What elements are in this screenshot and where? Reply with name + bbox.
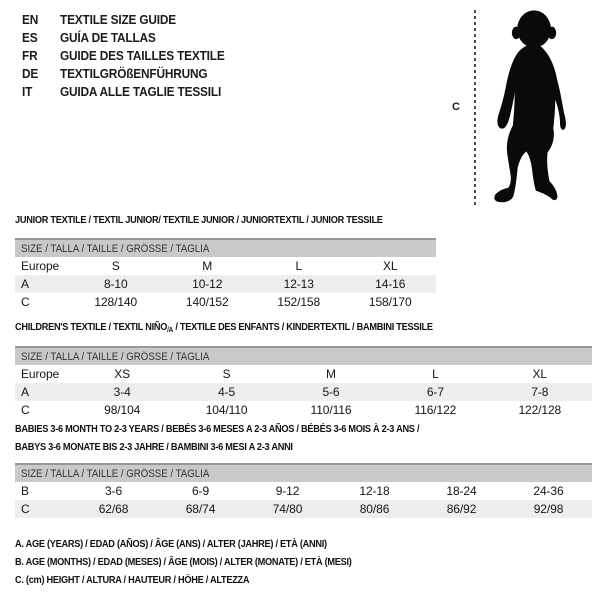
cell: 68/74 (157, 500, 244, 518)
cell: 80/86 (331, 500, 418, 518)
cell: 5-6 (279, 383, 383, 401)
size-header-text: SIZE / TALLA / TAILLE / GRÖSSE / TAGLIA (21, 467, 210, 480)
lang-text: GUIDE DES TAILLES TEXTILE (60, 49, 225, 63)
row-label: C (21, 295, 30, 309)
cell: 24-36 (533, 484, 564, 498)
cell: L (432, 367, 439, 381)
cell: XL (383, 259, 398, 273)
cell: XS (114, 367, 131, 381)
cell: 110/116 (310, 403, 352, 417)
lang-row-es (22, 29, 225, 47)
cell: M (202, 259, 213, 273)
children-title-pre: CHILDREN'S TEXTILE / TEXTIL NIÑO (15, 322, 168, 333)
babies-section-title-line2: BABYS 3-6 MONATE BIS 2-3 JAHRE / BAMBINI 3-6 MESI A 2-3 ANNI (15, 442, 293, 453)
row-label: Europe (21, 367, 60, 381)
legend (15, 536, 381, 590)
cell: 18-24 (446, 484, 477, 498)
table-row-height (15, 500, 592, 518)
cell: S (222, 367, 231, 381)
cell: 6-9 (191, 484, 210, 498)
row-label: A (15, 383, 70, 401)
row-label: A (15, 275, 70, 293)
children-size-table (15, 346, 592, 419)
junior-size-table (15, 238, 436, 311)
table-row-height (15, 401, 592, 419)
size-header-text: SIZE / TALLA / TAILLE / GRÖSSE / TAGLIA (21, 242, 210, 255)
size-header-text: SIZE / TALLA / TAILLE / GRÖSSE / TAGLIA (21, 350, 210, 363)
children-title-sub: /A (167, 327, 174, 334)
babies-section-title-line1: BABIES 3-6 MONTH TO 2-3 YEARS / BEBÉS 3-6 MESES A 2-3 AÑOS / BÉBÉS 3-6 MOIS À 2-3 ANS / (15, 424, 420, 435)
cell: 152/158 (277, 295, 321, 309)
lang-row-en (22, 11, 225, 29)
lang-text: TEXTILGRÖßENFÜHRUNG (60, 67, 208, 81)
cell: M (326, 367, 336, 381)
table-row-europe (15, 257, 436, 275)
cell: L (295, 259, 303, 273)
cell: 8-10 (70, 275, 162, 293)
legend-line-c: C. (cm) HEIGHT / ALTURA / HAUTEUR / HÖHE / ALTEZZA (15, 575, 250, 586)
cell: 3-4 (70, 383, 174, 401)
size-header-bar (15, 464, 592, 482)
cell: 122/128 (518, 403, 562, 417)
lang-code: IT (22, 85, 33, 99)
lang-row-fr (22, 47, 225, 65)
cell: S (111, 259, 120, 273)
cell: 86/92 (418, 500, 505, 518)
lang-code: FR (22, 49, 38, 63)
size-header-bar (15, 347, 592, 365)
cell: 62/68 (70, 500, 157, 518)
lang-row-it (22, 83, 225, 101)
lang-text: TEXTILE SIZE GUIDE (60, 13, 177, 27)
language-header (22, 11, 235, 101)
cell: XL (532, 367, 548, 381)
cell: 14-16 (345, 275, 437, 293)
legend-line-b: B. AGE (MONTHS) / EDAD (MESES) / ÂGE (MOIS) / ALTER (MONATE) / ETÀ (MESI) (15, 557, 352, 568)
cell: 116/122 (414, 403, 457, 417)
size-header-bar (15, 239, 436, 257)
junior-section-title: JUNIOR TEXTILE / TEXTIL JUNIOR/ TEXTILE JUNIOR / JUNIORTEXTIL / JUNIOR TESSILE (15, 215, 383, 226)
children-title-post: / TEXTILE DES ENFANTS / KINDERTEXTIL / BAMBINI TESSILE (173, 322, 433, 333)
legend-line-a: A. AGE (YEARS) / EDAD (AÑOS) / ÂGE (ANS) / ALTER (JAHRE) / ETÀ (ANNI) (15, 539, 327, 550)
cell: 92/98 (505, 500, 592, 518)
row-label: C (21, 403, 30, 417)
cell: 74/80 (244, 500, 331, 518)
table-row-age (15, 275, 436, 293)
cell: 12-18 (359, 484, 390, 498)
table-row-height (15, 293, 436, 311)
height-measure-dashed-line (474, 10, 476, 208)
cell: 9-12 (275, 484, 300, 498)
cell: 7-8 (488, 383, 592, 401)
cell: 12-13 (253, 275, 345, 293)
cell: 98/104 (104, 403, 141, 417)
babies-size-table (15, 463, 592, 518)
cell: 10-12 (162, 275, 254, 293)
cell: 3-6 (104, 484, 123, 498)
lang-code: EN (22, 13, 39, 27)
toddler-silhouette-figure (482, 7, 588, 208)
lang-text: GUIDA ALLE TAGLIE TESSILI (60, 85, 222, 99)
cell: 4-5 (174, 383, 278, 401)
row-label: B (21, 484, 29, 498)
table-row-europe (15, 365, 592, 383)
lang-code: DE (22, 67, 39, 81)
cell: 6-7 (383, 383, 487, 401)
height-label: C (452, 101, 460, 113)
cell: 140/152 (185, 295, 229, 309)
lang-code: ES (22, 31, 38, 45)
table-row-months (15, 482, 592, 500)
lang-row-de (22, 65, 225, 83)
table-row-age (15, 383, 592, 401)
row-label: C (15, 500, 70, 518)
cell: 104/110 (205, 403, 248, 417)
cell: 128/140 (94, 295, 138, 309)
cell: 158/170 (368, 295, 412, 309)
row-label: Europe (21, 259, 60, 273)
children-section-title (15, 319, 433, 340)
lang-text: GUÍA DE TALLAS (60, 31, 156, 45)
